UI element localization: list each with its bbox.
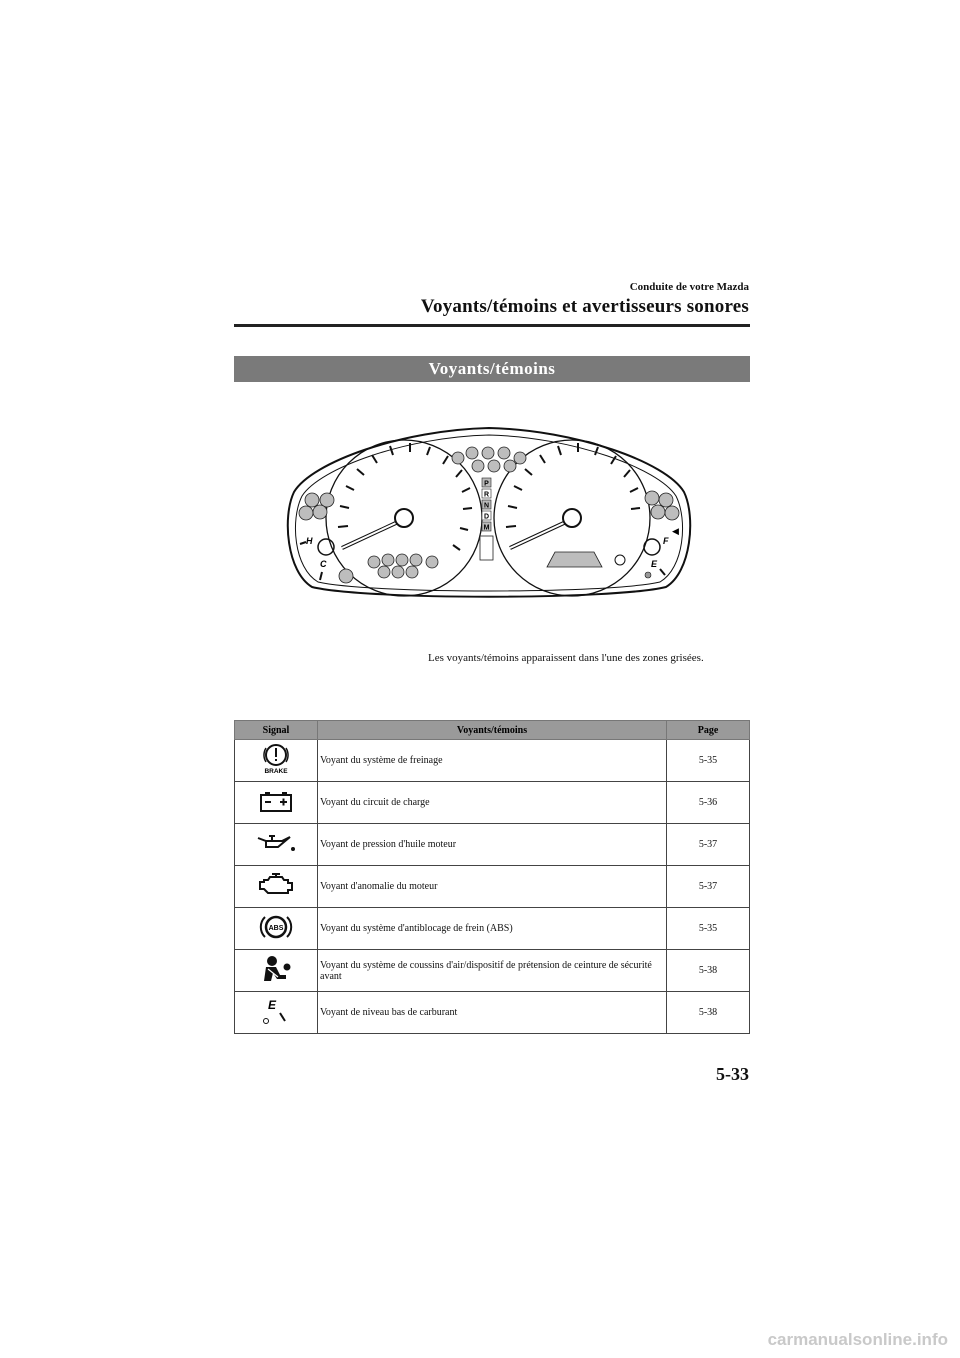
table-row — [235, 824, 750, 866]
svg-text:E: E — [268, 998, 277, 1012]
signal-label: Voyant du système de coussins d'air/dispositif de prétension de ceinture de sécurité avant — [318, 950, 667, 992]
gear-letter-d: D — [483, 513, 490, 521]
signal-table — [234, 720, 750, 1034]
table-row — [235, 782, 750, 824]
signal-label: Voyant d'anomalie du moteur — [318, 866, 667, 908]
gear-letter-n: N — [483, 502, 490, 510]
low-fuel-icon — [258, 995, 294, 1027]
fuel-pump-icon: ◀ — [672, 526, 679, 536]
svg-text:BRAKE: BRAKE — [264, 768, 288, 775]
column-header-page: Page — [667, 721, 750, 740]
fuel-full-label: F — [663, 536, 669, 546]
table-row — [235, 950, 750, 992]
page-title: Voyants/témoins et avertisseurs sonores — [420, 296, 749, 317]
table-row — [235, 740, 750, 782]
airbag-icon — [258, 953, 294, 985]
svg-text:ABS: ABS — [268, 925, 284, 932]
gear-letter-p: P — [484, 480, 489, 488]
table-row — [235, 866, 750, 908]
signal-page: 5-37 — [667, 824, 750, 866]
signal-page: 5-38 — [667, 992, 750, 1034]
column-header-label: Voyants/témoins — [318, 721, 667, 740]
battery-charge-icon — [258, 789, 294, 813]
section-label: Conduite de votre Mazda — [629, 281, 749, 293]
signal-label: Voyant du système de freinage — [318, 740, 667, 782]
figure-caption: Les voyants/témoins apparaissent dans l'une des zones grisées. — [428, 652, 704, 664]
gear-letter-r: R — [483, 491, 490, 499]
oil-pressure-icon — [254, 832, 298, 854]
table-row — [235, 908, 750, 950]
check-engine-icon — [256, 872, 296, 898]
signal-label: Voyant de pression d'huile moteur — [318, 824, 667, 866]
abs-icon — [258, 912, 294, 942]
signal-page: 5-35 — [667, 908, 750, 950]
brake-warning-icon — [258, 743, 294, 775]
signal-label: Voyant de niveau bas de carburant — [318, 992, 667, 1034]
page-number: 5-33 — [716, 1064, 749, 1084]
signal-page: 5-36 — [667, 782, 750, 824]
fuel-empty-label: E — [651, 559, 658, 569]
temp-low-label: C — [320, 559, 327, 569]
column-header-signal: Signal — [235, 721, 318, 740]
signal-page: 5-35 — [667, 740, 750, 782]
temp-high-label: H — [306, 536, 313, 546]
section-banner: Voyants/témoins — [234, 356, 750, 382]
signal-page: 5-37 — [667, 866, 750, 908]
watermark: carmanualsonline.info — [767, 1330, 948, 1349]
signal-page: 5-38 — [667, 950, 750, 992]
header-rule — [234, 324, 750, 327]
table-row — [235, 992, 750, 1034]
instrument-cluster-diagram — [282, 422, 696, 602]
signal-label: Voyant du système d'antiblocage de frein (ABS) — [318, 908, 667, 950]
gear-letter-m: M — [483, 524, 490, 532]
signal-label: Voyant du circuit de charge — [318, 782, 667, 824]
